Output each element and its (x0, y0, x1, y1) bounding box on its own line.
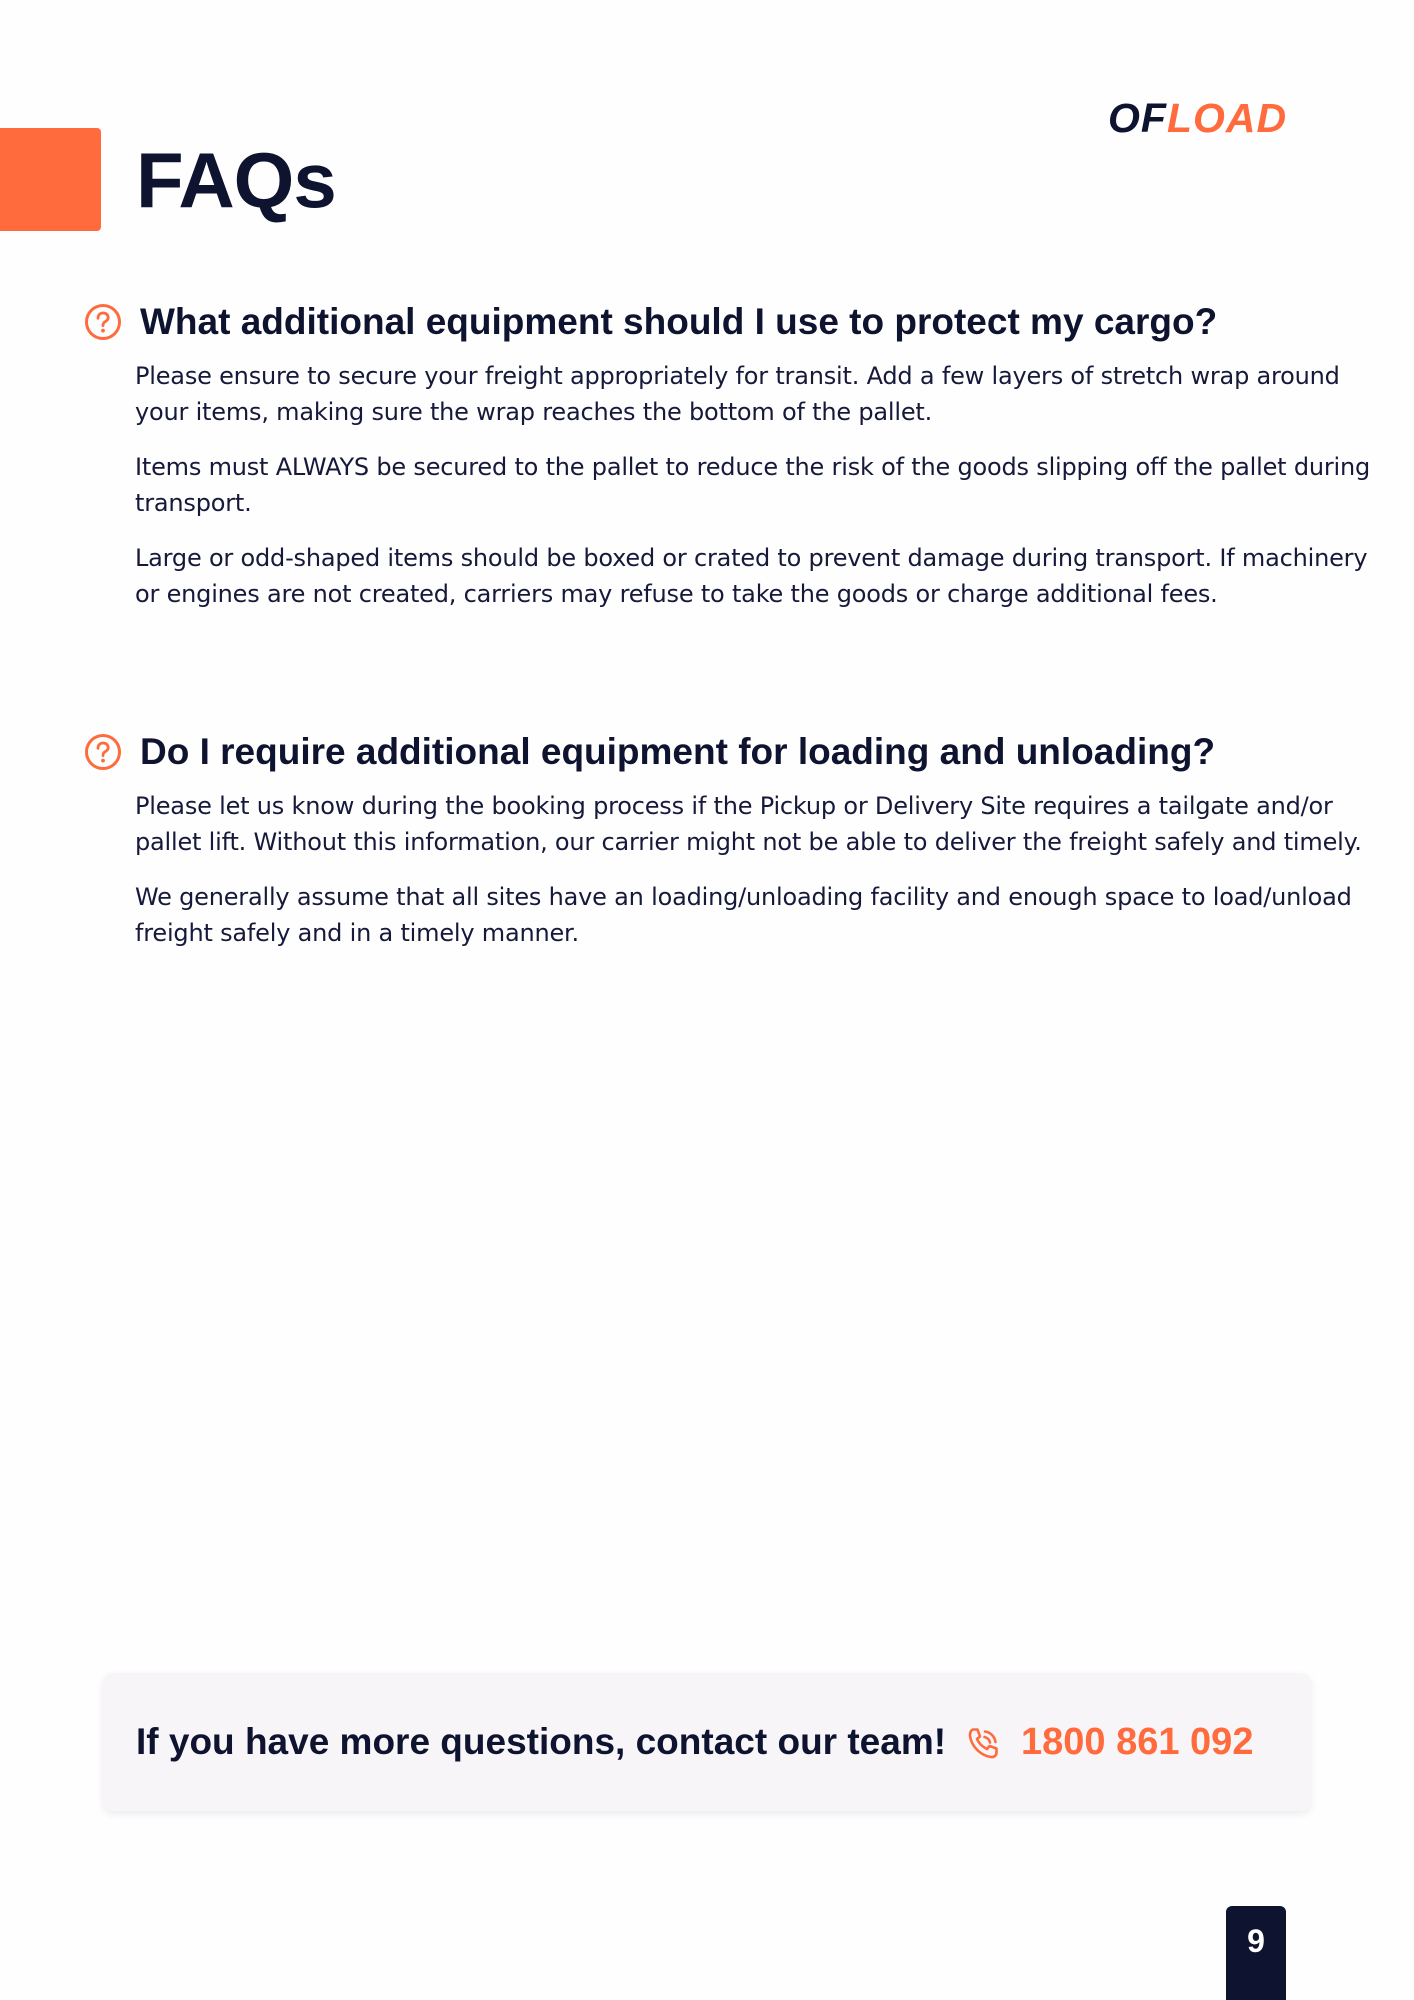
title-accent-block (0, 128, 101, 231)
faq-question: Do I require additional equipment for loading and unloading? (140, 731, 1216, 772)
faq-answer-paragraph: Large or odd-shaped items should be boxed or crated to prevent damage during transport. If machinery or engines are not created, carriers may refuse to take the goods or charge additional fees. (135, 544, 1368, 608)
faq-header (84, 298, 1304, 346)
question-circle-icon (84, 733, 122, 771)
faq-answers (135, 358, 1375, 612)
faq-answer-paragraph: Please ensure to secure your freight appropriately for transit. Add a few layers of stretch wrap around your items, making sure the wrap reaches the bottom of the pallet. (135, 362, 1340, 426)
faq-header (84, 728, 1304, 776)
phone-number-link[interactable]: 1800 861 092 (1021, 1721, 1254, 1763)
question-circle-icon (84, 303, 122, 341)
page-number-badge: 9 (1226, 1906, 1286, 2000)
faq-answers (135, 788, 1375, 951)
faq-item (84, 728, 1362, 970)
logo-letter-o: O (1108, 95, 1141, 141)
logo-letter-f: F (1140, 95, 1167, 141)
faq-item (84, 298, 1371, 631)
logo-wordmark-rest: LOAD (1166, 95, 1288, 141)
faq-question: What additional equipment should I use to protect my cargo? (140, 301, 1218, 342)
phone-icon (965, 1726, 1001, 1762)
contact-banner (103, 1673, 1311, 1811)
contact-text: If you have more questions, contact our team! (136, 1721, 947, 1762)
faq-answer-paragraph: We generally assume that all sites have an loading/unloading facility and enough space to load/unload freight safely and in a timely manner. (135, 883, 1352, 947)
ofload-logo (1108, 96, 1287, 140)
faq-answer-paragraph: Items must ALWAYS be secured to the pallet to reduce the risk of the goods slipping off the pallet during transport. (135, 453, 1371, 517)
page-title: FAQs (136, 136, 336, 224)
faq-answer-paragraph: Please let us know during the booking process if the Pickup or Delivery Site requires a tailgate and/or pallet lift. Without this information, our carrier might not be able to deliver the freight safely and timely. (135, 792, 1362, 856)
